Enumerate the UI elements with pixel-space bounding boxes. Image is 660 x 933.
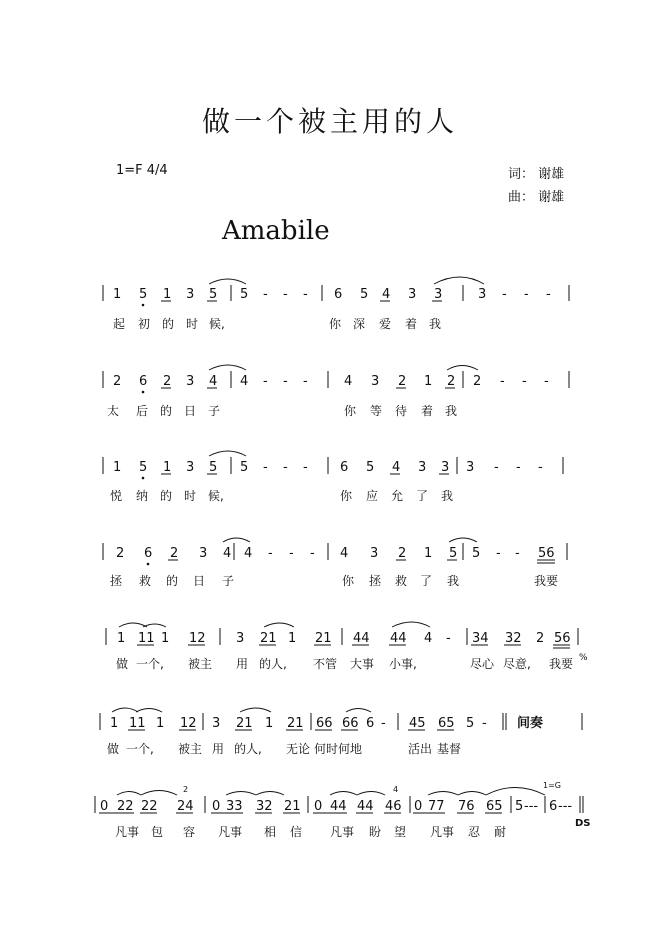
note: - — [283, 374, 288, 389]
score-row-3 — [103, 451, 563, 503]
lyric: 拯 — [369, 574, 382, 588]
note: 3 — [434, 287, 443, 302]
note: 6 — [366, 716, 375, 731]
lyric: 候, — [208, 489, 224, 503]
lyric: 拯 — [110, 574, 123, 588]
lyric: 凡事 — [218, 825, 243, 839]
note: - — [303, 374, 308, 389]
note: 45 — [409, 716, 426, 731]
note: 12 — [189, 631, 206, 646]
lyric: 应 — [366, 489, 379, 503]
note: 2 — [447, 374, 456, 389]
lyric: 相 — [264, 825, 277, 839]
note: - — [303, 460, 308, 475]
lyric: 你 — [340, 489, 353, 503]
note: 3 — [199, 546, 208, 561]
note: 76 — [458, 799, 475, 814]
lyric: 被主 — [188, 657, 213, 671]
lyric: 爱 — [379, 317, 392, 331]
note: - — [381, 716, 386, 731]
lyric: 容 — [183, 825, 196, 839]
lyric: 子 — [222, 574, 235, 588]
note: 6 — [549, 799, 558, 814]
lyric: 时 — [184, 489, 197, 503]
note: 44 — [353, 631, 370, 646]
note: 65 — [486, 799, 503, 814]
lyric: 基督 — [437, 742, 462, 756]
key-signature: 1=F 4/4 — [116, 163, 168, 178]
note: 21 — [284, 799, 301, 814]
note: 44 — [390, 631, 407, 646]
lyric: 凡事 — [430, 825, 455, 839]
note: 4 — [344, 374, 353, 389]
lyric: 你 — [342, 574, 355, 588]
note: 3 — [370, 546, 379, 561]
tempo-marking: Amabile — [222, 216, 330, 246]
note: 2 — [398, 546, 407, 561]
lyric: 无论 — [286, 742, 311, 756]
note: 66 — [316, 716, 333, 731]
note: - — [538, 460, 543, 475]
lyric: 着 — [421, 404, 434, 418]
lyric: 凡事 — [330, 825, 355, 839]
lyric: 的人, — [259, 657, 287, 671]
note: 4 — [392, 460, 401, 475]
repeat-sign: % — [579, 653, 588, 663]
note: 5 — [209, 287, 218, 302]
note: 2 — [163, 374, 172, 389]
lyric: 何时何地 — [314, 742, 363, 756]
note: - — [524, 287, 529, 302]
song-title: 做一个被主用的人 — [201, 105, 458, 138]
lyric: 凡事 — [115, 825, 140, 839]
lyric: 大事 — [350, 657, 375, 671]
note: 6 — [139, 374, 148, 389]
score-row-6 — [100, 708, 582, 756]
lyric: 时 — [186, 317, 199, 331]
lyric: 初 — [138, 317, 151, 331]
lyric: 小事, — [389, 657, 417, 671]
lyricist-credit: 词： 谢雄 — [508, 167, 565, 182]
lyric: 候, — [209, 317, 225, 331]
note: 21 — [260, 631, 277, 646]
lyric: 子 — [208, 404, 221, 418]
lyric: 尽心 — [470, 657, 495, 671]
note: 5 — [360, 287, 369, 302]
note: 11 — [138, 631, 155, 646]
note: 56 — [554, 631, 571, 646]
lyric: 做 — [107, 742, 120, 756]
note: 3 — [212, 716, 221, 731]
lyric: 你 — [329, 317, 342, 331]
note: 3 — [186, 287, 195, 302]
note: - — [283, 287, 288, 302]
lyric: 救 — [139, 574, 152, 588]
lyric: 的 — [160, 489, 173, 503]
note: 1 — [161, 631, 170, 646]
note: 3 — [478, 287, 487, 302]
note: - — [494, 460, 499, 475]
lyric: 我 — [429, 317, 442, 331]
note: 4 — [340, 546, 349, 561]
lyric: 待 — [395, 404, 408, 418]
note: 32 — [505, 631, 522, 646]
lyric: 望 — [394, 825, 407, 839]
note: 0 — [100, 799, 109, 814]
note: 3 — [408, 287, 417, 302]
lyric: 的 — [160, 404, 173, 418]
note: - — [283, 460, 288, 475]
lyric: 你 — [344, 404, 357, 418]
lyric: 救 — [395, 574, 408, 588]
note: - — [482, 716, 487, 731]
note: 4 — [244, 546, 253, 561]
note: - — [515, 546, 520, 561]
note: 4 — [223, 546, 232, 561]
note: 2 — [113, 374, 122, 389]
note: --- — [524, 799, 539, 814]
lyric: 我 — [441, 489, 454, 503]
lyric: 用 — [212, 742, 225, 756]
lyric: 日 — [193, 574, 206, 588]
lyric: 纳 — [136, 489, 149, 503]
ds-marking: DS — [575, 818, 591, 829]
note: - — [303, 287, 308, 302]
note: 1 — [424, 546, 433, 561]
note: 46 — [385, 799, 402, 814]
lyric: 的 — [162, 317, 175, 331]
lyric: 的 — [166, 574, 179, 588]
lyric: 尽意, — [503, 657, 531, 671]
note: 65 — [438, 716, 455, 731]
lyric: 用 — [236, 657, 249, 671]
note: 6 — [340, 460, 349, 475]
lyric: 的人, — [234, 742, 262, 756]
note: 3 — [186, 460, 195, 475]
note: - — [522, 374, 527, 389]
lyric: 等 — [370, 404, 383, 418]
note: 34 — [472, 631, 489, 646]
note: 3 — [186, 374, 195, 389]
note: - — [268, 546, 273, 561]
note: 5 — [366, 460, 375, 475]
note: 1 — [163, 460, 172, 475]
note: 5 — [472, 546, 481, 561]
grace-note-4: 4 — [393, 785, 399, 794]
score-row-5 — [106, 622, 588, 671]
interlude-label: 间奏 — [517, 716, 544, 731]
note: 5 — [240, 287, 249, 302]
key-change-label: 1=G — [543, 781, 561, 790]
note: - — [263, 287, 268, 302]
note: 2 — [536, 631, 545, 646]
note: 5 — [515, 799, 524, 814]
lyric: 起 — [113, 317, 126, 331]
note: - — [500, 374, 505, 389]
note: 66 — [342, 716, 359, 731]
lyric: 我要 — [549, 657, 574, 671]
lyric: 太 — [107, 404, 120, 418]
note: - — [263, 460, 268, 475]
note: 5 — [209, 460, 218, 475]
lyric: 忍 — [468, 825, 481, 839]
note: 2 — [398, 374, 407, 389]
note: 1 — [424, 374, 433, 389]
note: 1 — [113, 460, 122, 475]
note: - — [310, 546, 315, 561]
note: 5 — [240, 460, 249, 475]
note: 1 — [156, 716, 165, 731]
note: 24 — [177, 799, 194, 814]
note: - — [546, 287, 551, 302]
lyric: 盼 — [369, 825, 382, 839]
note: 33 — [226, 799, 243, 814]
note: 21 — [315, 631, 332, 646]
note: 3 — [441, 460, 450, 475]
lyric: 深 — [353, 317, 366, 331]
note: 5 — [466, 716, 475, 731]
note: 1 — [288, 631, 297, 646]
note: 3 — [466, 460, 475, 475]
note: - — [544, 374, 549, 389]
note: 2 — [116, 546, 125, 561]
composer-credit: 曲： 谢雄 — [508, 190, 565, 205]
lyric: 悦 — [110, 489, 123, 503]
lyric: 我要 — [534, 574, 559, 588]
note: 6 — [144, 546, 153, 561]
note: 4 — [240, 374, 249, 389]
note: 5 — [139, 460, 148, 475]
note: 2 — [170, 546, 179, 561]
lyric: 我 — [447, 574, 460, 588]
note: 22 — [141, 799, 158, 814]
lyric: 包 — [151, 825, 164, 839]
note: 0 — [414, 799, 423, 814]
lyric: 着 — [405, 317, 418, 331]
note: 4 — [424, 631, 433, 646]
lyric: 做 — [116, 657, 129, 671]
note: - — [263, 374, 268, 389]
lyric: 一个, — [136, 657, 164, 671]
note: - — [516, 460, 521, 475]
grace-note-2: 2 — [183, 785, 189, 794]
note: 21 — [287, 716, 304, 731]
note: 1 — [265, 716, 274, 731]
note: - — [496, 546, 501, 561]
note: 5 — [449, 546, 458, 561]
lyric: 信 — [290, 825, 303, 839]
note: 44 — [357, 799, 374, 814]
note: 22 — [117, 799, 134, 814]
note: 3 — [236, 631, 245, 646]
note: - — [446, 631, 451, 646]
score-row-4 — [103, 538, 567, 588]
lyric: 耐 — [494, 825, 507, 839]
score-row-1 — [103, 277, 569, 331]
note: 44 — [330, 799, 347, 814]
lyric: 我 — [445, 404, 458, 418]
note: 1 — [117, 631, 126, 646]
note: 3 — [371, 374, 380, 389]
lyric: 了 — [420, 574, 433, 588]
note: 0 — [212, 799, 221, 814]
note: --- — [558, 799, 573, 814]
lyric: 后 — [136, 404, 149, 418]
note: 21 — [236, 716, 253, 731]
lyric: 活出 — [408, 742, 433, 756]
lyric: 不管 — [313, 657, 338, 671]
note: 12 — [180, 716, 197, 731]
note: 0 — [314, 799, 323, 814]
note: - — [289, 546, 294, 561]
note: 1 — [110, 716, 119, 731]
score-row-2 — [103, 365, 569, 418]
note: 32 — [256, 799, 273, 814]
lyric: 允 — [391, 489, 404, 503]
lyric: 被主 — [178, 742, 203, 756]
score-row-7 — [95, 781, 591, 839]
note: 6 — [334, 287, 343, 302]
lyric: 一个, — [126, 742, 154, 756]
lyric: 了 — [416, 489, 429, 503]
note: 2 — [473, 374, 482, 389]
note: 5 — [139, 287, 148, 302]
note: 4 — [382, 287, 391, 302]
note: 11 — [129, 716, 146, 731]
lyric: 日 — [184, 404, 197, 418]
note: 4 — [209, 374, 218, 389]
note: - — [502, 287, 507, 302]
note: 77 — [428, 799, 445, 814]
note: 3 — [418, 460, 427, 475]
note: 1 — [163, 287, 172, 302]
note: 1 — [113, 287, 122, 302]
note: 56 — [538, 546, 555, 561]
